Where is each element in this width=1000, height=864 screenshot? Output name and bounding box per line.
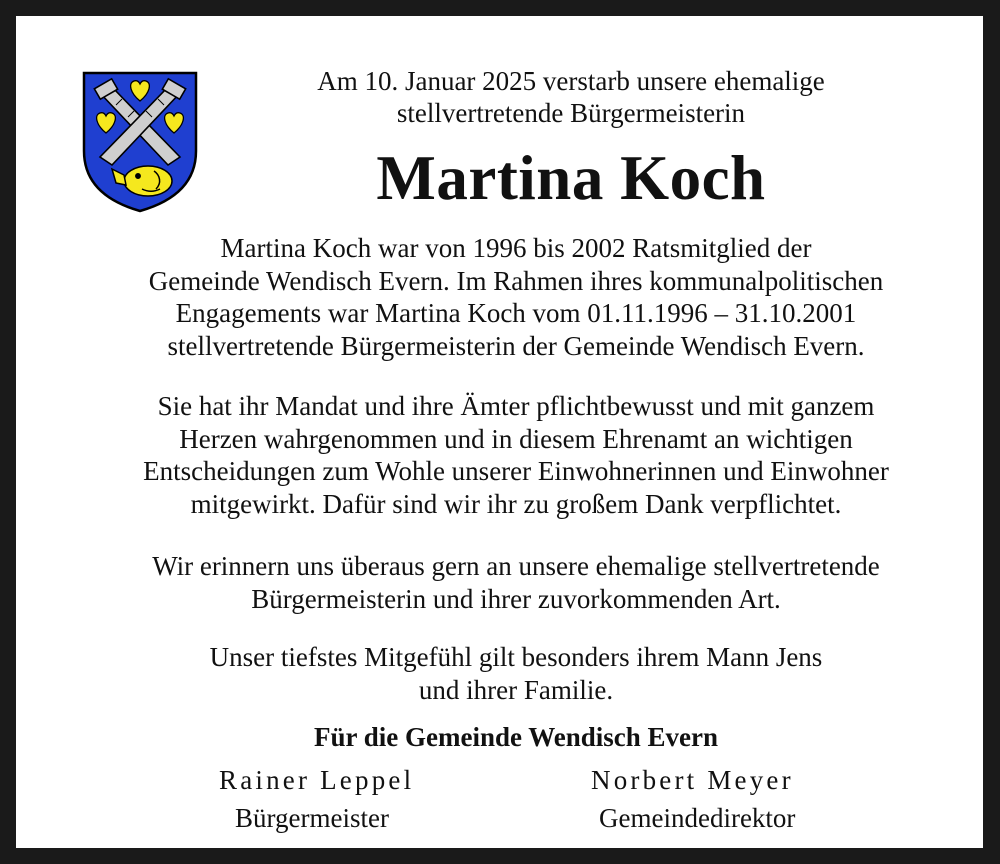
- paragraph-line: Wir erinnern uns überaus gern an unsere ehemalige stellvertretende: [152, 551, 880, 581]
- signer-role: Gemeindedirektor: [599, 803, 796, 833]
- paragraph-line: Bürgermeisterin und ihrer zuvorkommenden Art.: [251, 583, 781, 614]
- paragraph-memory: [56, 550, 976, 615]
- paragraph-line: und ihrer Familie.: [418, 674, 614, 705]
- paragraph-line: Sie hat ihr Mandat und ihre Ämter pflichtbewusst und mit ganzem: [157, 391, 875, 421]
- paragraph-line: Engagements war Martina Koch vom 01.11.1996 – 31.10.2001: [175, 298, 857, 328]
- paragraph-line: Entscheidungen zum Wohle unserer Einwohnerinnen und Einwohner: [143, 456, 889, 486]
- intro-line: Am 10. Januar 2025 verstarb unsere ehemalige: [317, 66, 825, 96]
- paragraph-line: stellvertretende Bürgermeisterin der Gemeinde Wendisch Evern.: [167, 330, 865, 361]
- signer-name: Norbert Meyer: [591, 765, 794, 795]
- coat-of-arms-icon: [82, 71, 198, 213]
- intro-text: [266, 65, 876, 129]
- paragraph-line: Martina Koch war von 1996 bis 2002 Ratsmitglied der: [220, 233, 812, 263]
- paragraph-tribute: [56, 390, 976, 520]
- paragraph-career: [56, 232, 976, 362]
- paragraph-condolence: [56, 641, 976, 706]
- paragraph-line: Unser tiefstes Mitgefühl gilt besonders ihrem Mann Jens: [209, 642, 823, 672]
- signature-heading: Für die Gemeinde Wendisch Evern: [313, 722, 719, 752]
- deceased-name: Martina Koch: [376, 143, 766, 213]
- signer-name: Rainer Leppel: [219, 765, 415, 795]
- paragraph-line: Gemeinde Wendisch Evern. Im Rahmen ihres kommunalpolitischen: [148, 265, 884, 296]
- intro-line: stellvertretende Bürgermeisterin: [396, 98, 746, 128]
- paragraph-line: Herzen wahrgenommen und in diesem Ehrenamt an wichtigen: [179, 423, 853, 454]
- paragraph-line: mitgewirkt. Dafür sind wir ihr zu großem Dank verpflichtet.: [190, 488, 842, 519]
- signer-role: Bürgermeister: [235, 803, 389, 833]
